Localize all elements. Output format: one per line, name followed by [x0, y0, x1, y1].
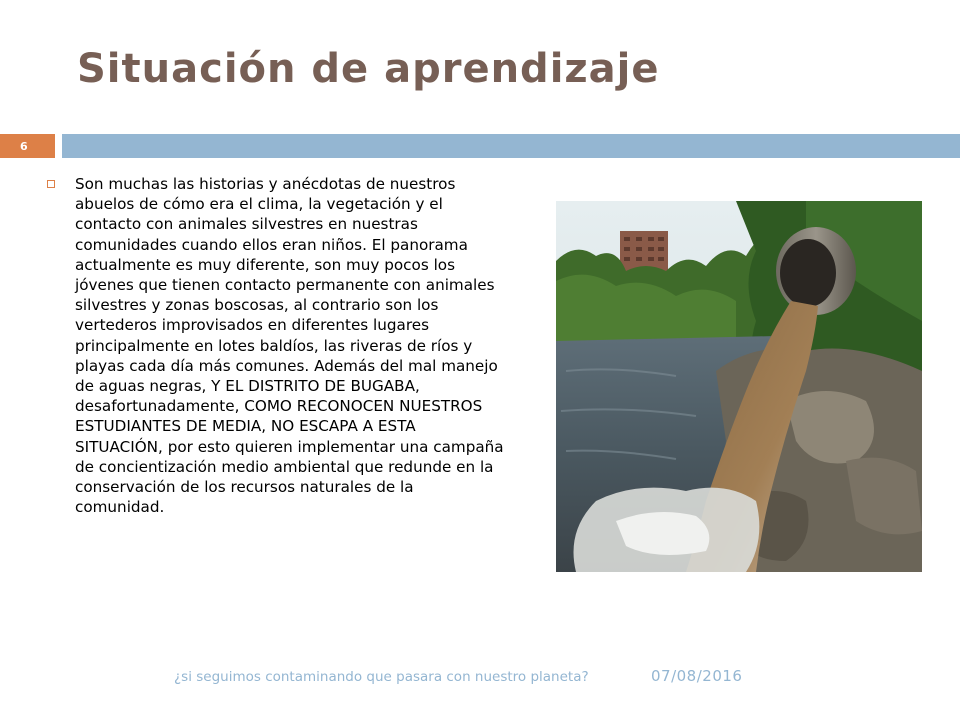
- footer-date: 07/08/2016: [651, 667, 743, 685]
- bullet-icon: [47, 180, 55, 188]
- footer-question: ¿si seguimos contaminando que pasara con nuestro planeta?: [174, 669, 589, 685]
- body-paragraph: Son muchas las historias y anécdotas de nuestros abuelos de cómo era el clima, la vegetación y el contacto con animales silvestres en nuestras comunidades cuando ellos eran niños. El panorama actualmente es muy diferente, son muy pocos los jóvenes que tienen contacto permanente con animales silvestres y zonas boscosas, al contrario son los vertederos improvisados en diferentes lugares principalmente en lotes baldíos, las riveras de ríos y playas cada día más comunes. Además del mal manejo de aguas negras, Y EL DISTRITO DE BUGABA, desafortunadamente, COMO RECONOCEN NUESTROS ESTUDIANTES DE MEDIA, NO ESCAPA A ESTA SITUACIÓN, por esto quieren implementar una campaña de concientización medio ambiental que redunde en la conservación de los recursos naturales de la comunidad.: [75, 175, 504, 517]
- slide-number: 6: [20, 140, 28, 153]
- river-pollution-photo: [556, 201, 922, 572]
- slide-title: Situación de aprendizaje: [77, 46, 660, 92]
- header-bar: [62, 134, 960, 158]
- photo-illustration: [556, 201, 922, 572]
